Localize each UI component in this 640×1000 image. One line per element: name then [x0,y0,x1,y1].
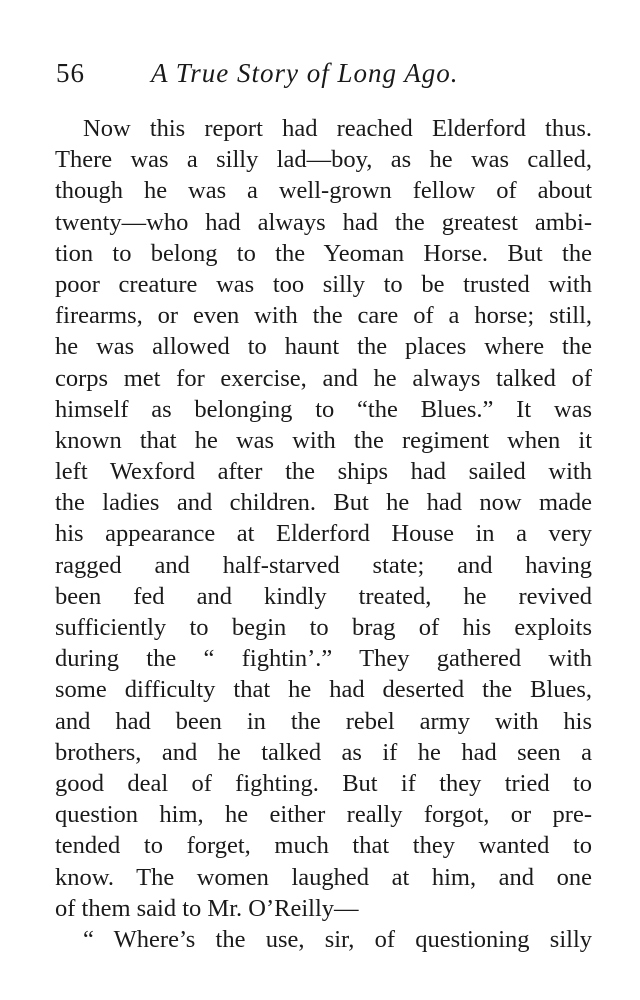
text-line: and had been in the rebel army with his [55,707,592,735]
text-line: he was allowed to haunt the places where the [55,333,592,361]
body-text [55,113,592,955]
text-line: ragged and half-starved state; and having [55,551,592,579]
text-line: tion to belong to the Yeoman Horse. But the [55,239,592,267]
running-title: A True Story of Long Ago. [151,58,459,88]
page-number: 56 [56,58,85,88]
text-line: his appearance at Elderford House in a very [55,520,592,548]
text-line: “ Where’s the use, sir, of questioning silly [83,925,592,953]
text-line: tended to forget, much that they wanted to [55,832,592,860]
text-line: of them said to Mr. O’Reilly— [55,894,359,922]
text-line: corps met for exercise, and he always talked of [55,364,592,392]
text-line: the ladies and children. But he had now made [55,489,592,517]
text-line: though he was a well-grown fellow of about [55,177,592,205]
text-line: sufficiently to begin to brag of his exploits [55,614,592,641]
text-line: been fed and kindly treated, he revived [55,582,592,610]
text-line: know. The women laughed at him, and one [55,863,592,891]
text-line: good deal of fighting. But if they tried to [55,769,592,797]
text-line: question him, he either really forgot, or pre- [55,801,592,829]
text-line: during the “ fightin’.” They gathered with [55,645,592,673]
text-line: Now this report had reached Elderford thus. [83,115,592,142]
text-line: known that he was with the regiment when it [55,426,592,454]
text-line: himself as belonging to “the Blues.” It was [55,395,592,423]
text-line: twenty—who had always had the greatest ambi- [55,208,592,236]
text-line: some difficulty that he had deserted the Blues, [55,676,592,704]
text-line: poor creature was too silly to be trusted with [55,270,592,298]
text-line: brothers, and he talked as if he had seen a [55,738,592,766]
text-line: firearms, or even with the care of a horse; still, [55,302,592,330]
text-line: left Wexford after the ships had sailed with [55,458,592,486]
text-line: There was a silly lad—boy, as he was called, [55,146,592,174]
page-header [56,58,600,94]
